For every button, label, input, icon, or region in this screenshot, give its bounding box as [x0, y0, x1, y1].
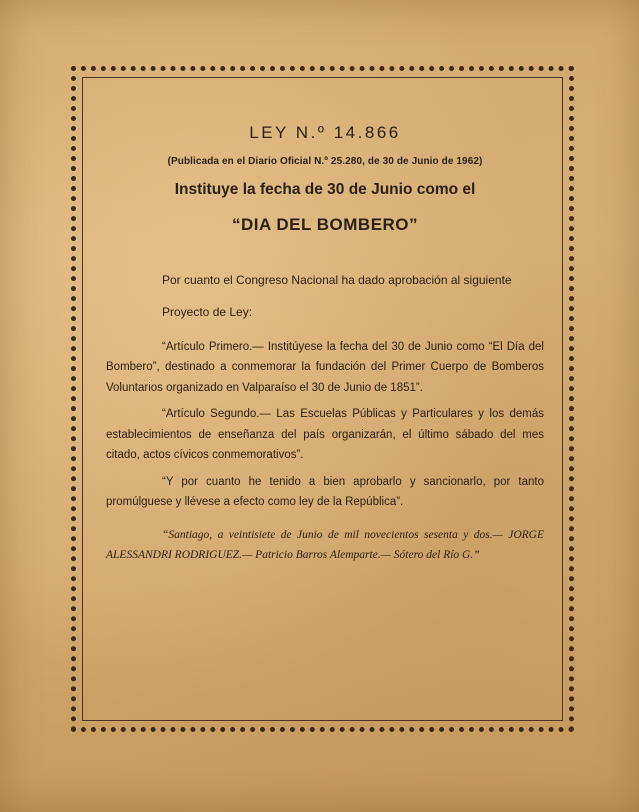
project-heading: Proyecto de Ley: — [162, 305, 253, 319]
day-name-heading: “DIA DEL BOMBERO” — [231, 215, 419, 234]
signature-block: “Santiago, a veintisiete de Junio de mil novecientos sesenta y dos.— JORGE ALESSANDRI RODRIGUEZ.— Patricio Barros Alemparte.— Sótero del Río G.” — [106, 528, 544, 561]
decorative-border-frame — [71, 66, 574, 732]
document-body — [106, 115, 544, 577]
article-second: “Artículo Segundo.— Las Escuelas Públicas y Particulares y los demás establecimientos de enseñanza del país organizarán, el último sábado del mes citado, actos cívicos conmemorativos”. — [106, 408, 544, 461]
law-title: LEY N.º 14.866 — [249, 123, 401, 142]
closing-paragraph: “Y por cuanto he tenido a bien aprobarlo y sancionarlo, por tanto promúlguese y llévese a efecto como ley de la República”. — [106, 475, 544, 508]
publication-note: (Publicada en el Diario Oficial N.º 25.280, de 30 de Junio de 1962) — [167, 156, 483, 167]
inner-border-line — [82, 77, 563, 721]
article-first: “Artículo Primero.— Institúyese la fecha del 30 de Junio como “El Día del Bombero”, destinado a conmemorar la fundación del Primer Cuerpo de Bomberos Voluntarios organizado en Valparaíso el 30 de Junio de 1851”. — [106, 340, 544, 394]
intro-paragraph: Por cuanto el Congreso Nacional ha dado aprobación al siguiente — [162, 273, 512, 287]
institutes-line: Instituye la fecha de 30 de Junio como el — [174, 181, 476, 198]
